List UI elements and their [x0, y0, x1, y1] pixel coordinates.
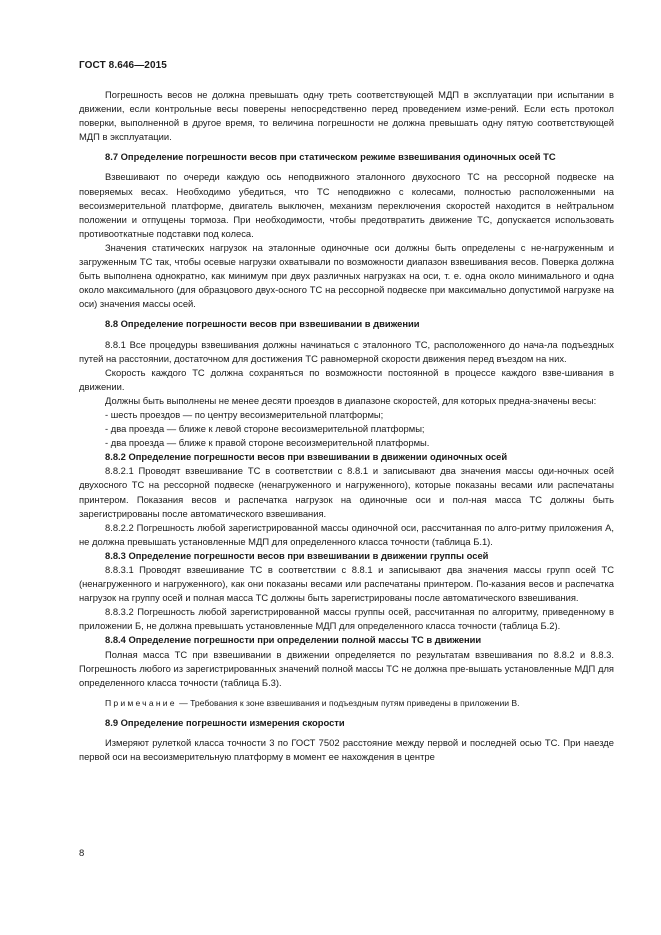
- paragraph: Измеряют рулеткой класса точности 3 по ГОСТ 7502 расстояние между первой и последней осью ТС. При наезде первой оси на весоизмерительную платформу в момент ее нахождения в центре: [79, 737, 614, 763]
- note-label: Примечание: [105, 697, 177, 708]
- standard-header: ГОСТ 8.646—2015: [79, 60, 167, 71]
- note-text: — Требования к зоне взвешивания и подъездным путям приведены в приложении В.: [176, 697, 520, 708]
- subsection-heading-8-8-4: 8.8.4 Определение погрешности при определении полной массы ТС в движении: [105, 634, 482, 646]
- paragraph: 8.8.3.2 Погрешность любой зарегистрированной массы группы осей, рассчитанная по алгоритму, приведенному в приложении Б, не должна превышать установленные МДП для определенного класса точности (таблица Б.2).: [79, 606, 614, 632]
- list-item: - шесть проездов — по центру весоизмерительной платформы;: [105, 408, 384, 420]
- paragraph: 8.8.3.1 Проводят взвешивание ТС в соответствии с 8.8.1 и записывают два значения массы групп осей ТС (ненагруженного и нагруженного), как они показаны весами или распечатаны принтером. По-казания весов и распечатка нагрузок на группу осей и полная масса ТС должны быть зарегистрированы после автоматического взвешивания.: [79, 564, 614, 604]
- paragraph: 8.8.2.2 Погрешность любой зарегистрированной массы одиночной оси, рассчитанная по алго-ритму приложения А, не должна превышать установленные МДП для определенного класса точности (таблица Б.1).: [79, 521, 614, 547]
- paragraph: Полная масса ТС при взвешивании в движении определяется по результатам взвешивания по 8.8.2 и 8.8.3. Погрешность любого из зарегистрированных значений полной массы ТС не должна пре-вышать установленные МДП для определенного класса точности (таблица Б.3).: [79, 648, 614, 688]
- subsection-heading-8-8-2: 8.8.2 Определение погрешности весов при взвешивании в движении одиночных осей: [105, 451, 508, 463]
- list-item: - два проезда — ближе к левой стороне весоизмерительной платформы;: [105, 423, 425, 435]
- paragraph: Погрешность весов не должна превышать одну треть соответствующей МДП в эксплуатации при испытании в движении, если контрольные весы поверены непосредственно перед проведением изме-рений. Если есть протокол поверки, выполненной в другое время, то величина погрешности не должна превышать одну пятую соответствующей МДП в эксплуатации.: [79, 89, 614, 143]
- subsection-heading-8-8-3: 8.8.3 Определение погрешности весов при взвешивании в движении группы осей: [105, 549, 489, 561]
- paragraph: 8.8.1 Все процедуры взвешивания должны начинаться с эталонного ТС, расположенного до нача-ла подъездных путей на расстоянии, достаточном для достижения ТС равномерной скорости движения перед въездом на них.: [79, 338, 614, 364]
- section-heading-8-9: 8.9 Определение погрешности измерения скорости: [105, 716, 345, 728]
- note: [79, 696, 614, 710]
- paragraph: Скорость каждого ТС должна сохраняться по возможности постоянной в процессе каждого взве-шивания в движении.: [79, 366, 614, 392]
- section-heading-8-8: 8.8 Определение погрешности весов при взвешивании в движении: [105, 318, 420, 330]
- paragraph: Значения статических нагрузок на эталонные одиночные оси должны быть определены с не-нагруженным и загруженным ТС так, чтобы осевые нагрузки охватывали по возможности диапазон взвешивания весов. Поверка должна быть выполнена однократно, как минимум при двух различных нагрузках на оси, т. е. одна около минимального и одна около максимального (для образцового двух-осного ТС на рессорной подвеске при максимально допустимой нагрузке на оси) значения массы осей.: [79, 241, 614, 310]
- page-number: 8: [79, 848, 85, 859]
- section-heading-8-7: 8.7 Определение погрешности весов при статическом режиме взвешивания одиночных осей ТС: [105, 151, 556, 163]
- document-body: [79, 88, 614, 764]
- list-item: - два проезда — ближе к правой стороне весоизмерительной платформы.: [105, 437, 430, 449]
- paragraph: Взвешивают по очереди каждую ось неподвижного эталонного двухосного ТС на рессорной подвеске на поверяемых весах. Необходимо убедиться, что ТС неподвижно с колесами, полностью расположенными на весоизмерительной платформе, двигатель выключен, механизм переключения скоростей находится в нейтральном положении и отпущены тормоза. При необходимости, чтобы предотвратить движение ТС, допускается использовать противооткатные подставки под колеса.: [79, 171, 614, 239]
- paragraph: Должны быть выполнены не менее десяти проездов в диапазоне скоростей, для которых предна-значены весы:: [105, 394, 597, 406]
- paragraph: 8.8.2.1 Проводят взвешивание ТС в соответствии с 8.8.1 и записывают два значения массы оди-ночных осей двухосного ТС на рессорной подвеске (ненагруженного и нагруженного), которые показаны весами или распечатаны принтером. Показания весов и распечатка нагрузок на одиночные оси и пол-ная масса ТС должны быть зарегистрированы после автоматического взвешивания.: [79, 465, 614, 519]
